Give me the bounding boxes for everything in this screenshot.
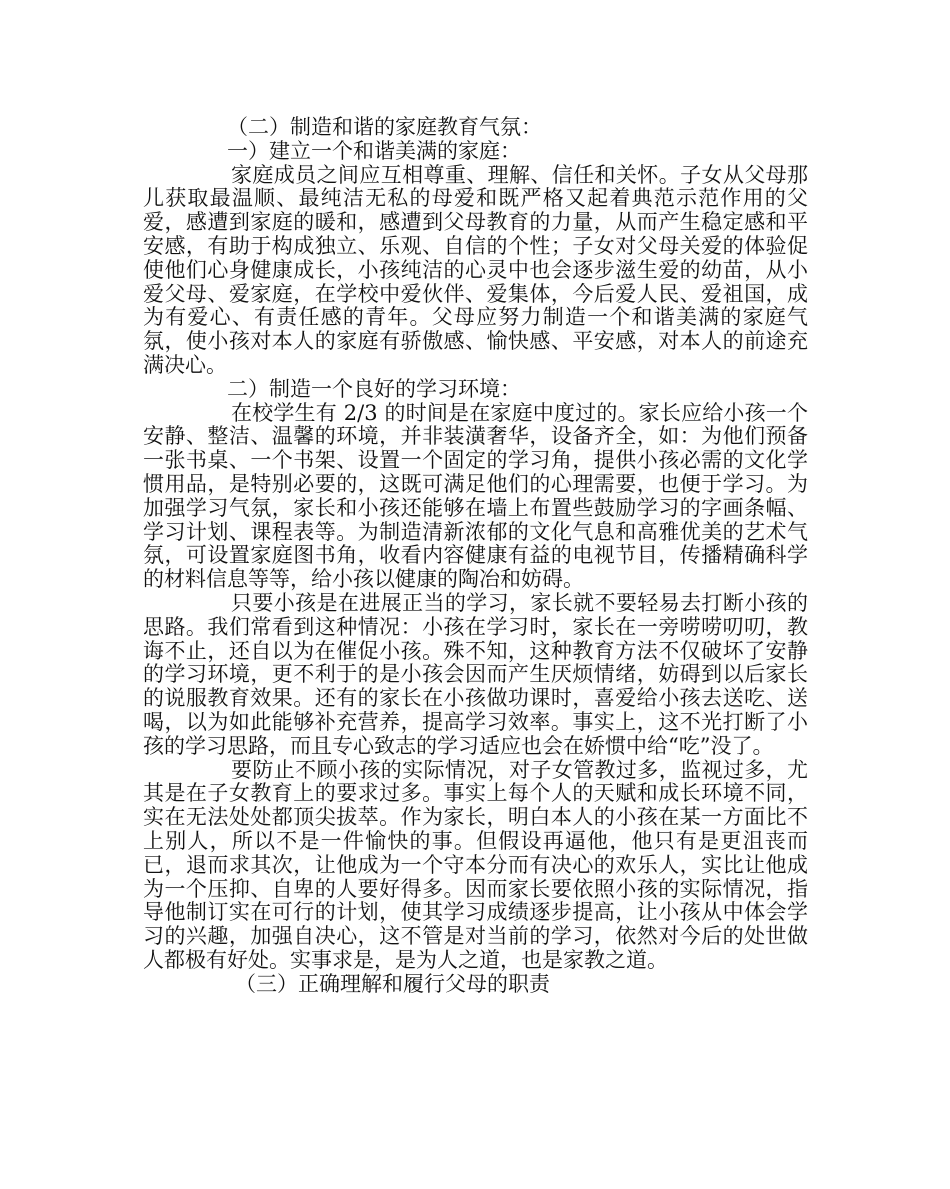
paragraph-2: 在校学生有 2/3 的时间是在家庭中度过的。家长应给小孩一个安静、整洁、温馨的环境，并非装潢奢华，设备齐全，如：为他们预备一张书桌、一个书架、设置一个固定的学习角，提供小孩必需的文化学惯用品，是特别必要的，这既可满足他们的心理需要，也便于学习。为加强学习气氛，家长和小孩还能够在墙上布置些鼓励学习的字画条幅、学习计划、课程表等。为制造清新浓郁的文化气息和高雅优美的艺术气氛，可设置家庭图书角，收看内容健康有益的电视节目，传播精确科学的材料信息等等，给小孩以健康的陶冶和妨碍。	[143, 400, 808, 592]
paragraph-4: 要防止不顾小孩的实际情况，对子女管教过多，监视过多，尤其是在子女教育上的要求过多。事实上每个人的天赋和成长环境不同，实在无法处处都顶尖拔萃。作为家长，明白本人的小孩在某一方面比不上别人，所以不是一件愉快的事。但假设再逼他，他只有是更沮丧而已，退而求其次，让他成为一个守本分而有决心的欢乐人，实比让他成为一个压抑、自卑的人要好得多。因而家长要依照小孩的实际情况，指导他制订实在可行的计划，使其学习成绩逐步提高，让小孩从中体会学习的兴趣，加强自决心，这不管是对当前的学习，依然对今后的处世做人都极有好处。实事求是，是为人之道，也是家教之道。	[143, 757, 808, 972]
paragraph-1: 家庭成员之间应互相尊重、理解、信任和关怀。子女从父母那儿获取最温顺、最纯洁无私的母爱和既严格又起着典范示范作用的父爱，感遭到家庭的暖和，感遭到父母教育的力量，从而产生稳定感和平安感，有助于构成独立、乐观、自信的个性；子女对父母关爱的体验促使他们心身健康成长，小孩纯洁的心灵中也会逐步滋生爱的幼苗，从小爱父母、爱家庭，在学校中爱伙伴、爱集体，今后爱人民、爱祖国，成为有爱心、有责任感的青年。父母应努力制造一个和谐美满的家庭气氛，使小孩对本人的家庭有骄傲感、愉快感、平安感，对本人的前途充满决心。	[143, 162, 808, 377]
document-page	[143, 116, 808, 996]
paragraph-3: 只要小孩是在进展正当的学习，家长就不要轻易去打断小孩的思路。我们常看到这种情况：小孩在学习时，家长在一旁唠唠叨叨，教诲不止，还自以为在催促小孩。殊不知，这种教育方法不仅破坏了安静的学习环境，更不利于的是小孩会因而产生厌烦情绪，妨碍到以后家长的说服教育效果。还有的家长在小孩做功课时，喜爱给小孩去送吃、送喝，以为如此能够补充营养，提高学习效率。事实上，这不光打断了小孩的学习思路，而且专心致志的学习适应也会在娇惯中给“吃”没了。	[143, 590, 808, 758]
section-heading-2: （二）制造和谐的家庭教育气氛：	[227, 115, 542, 139]
subheading-1: 一）建立一个和谐美满的家庭：	[227, 138, 521, 163]
section-heading-3: （三）正确理解和履行父母的职责	[235, 971, 550, 996]
subheading-2: 二）制造一个良好的学习环境：	[227, 376, 521, 401]
